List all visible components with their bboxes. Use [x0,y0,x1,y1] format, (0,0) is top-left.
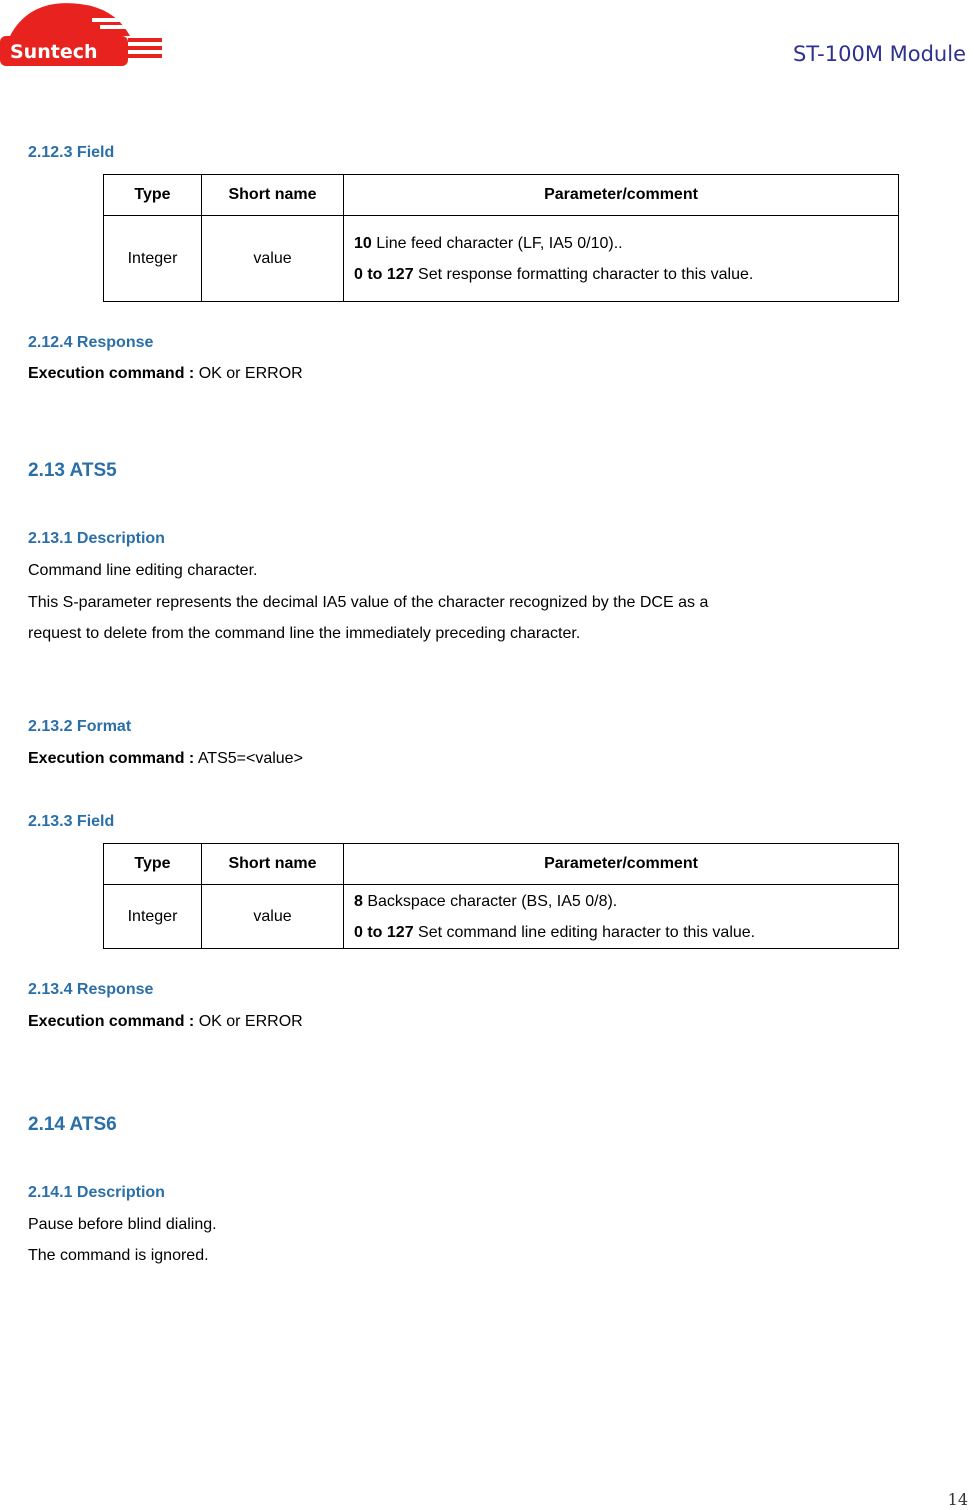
param-range-text: Set command line editing haracter to this value. [413,923,756,941]
param-value-bold: 10 [354,234,372,252]
cell-short-name: value [202,216,344,302]
section-heading-2-13-4: 2.13.4 Response [28,981,154,998]
cell-parameter-comment [344,216,899,302]
table-header-row [104,175,899,216]
header-short-name: Short name [202,175,344,216]
description-line-2: The command is ignored. [28,1247,209,1264]
field-table-2-12-3 [103,174,899,302]
header-parameter-comment: Parameter/comment [344,175,899,216]
param-range-bold: 0 to 127 [354,923,414,941]
description-line-1: Command line editing character. [28,562,258,579]
module-title: ST-100M Module [792,42,966,66]
cell-type: Integer [104,885,202,949]
page-number: 14 [947,1490,968,1509]
description-line-1: Pause before blind dialing. [28,1216,217,1233]
header-parameter-comment: Parameter/comment [344,844,899,885]
section-heading-2-12-3: 2.12.3 Field [28,144,115,161]
suntech-logo [0,0,165,70]
table-row [104,885,899,949]
logo-text: Suntech [10,41,98,63]
section-heading-2-13-3: 2.13.3 Field [28,813,115,830]
section-heading-2-12-4: 2.12.4 Response [28,334,154,351]
execution-command-line [28,365,303,383]
header-type: Type [104,175,202,216]
param-value-text: Backspace character (BS, IA5 0/8). [362,892,618,910]
section-heading-2-13-2: 2.13.2 Format [28,718,132,735]
header-type: Type [104,844,202,885]
section-heading-2-13: 2.13 ATS5 [28,460,117,481]
param-range-text: Set response formatting character to this value. [413,265,754,283]
field-table-2-13-3 [103,843,899,949]
description-line-2: This S-parameter represents the decimal IA5 value of the character recognized by the DCE as a [28,594,709,611]
param-range-bold: 0 to 127 [354,265,414,283]
response-command-label: Execution command : [28,1013,195,1030]
description-line-3: request to delete from the command line the immediately preceding character. [28,625,581,642]
param-value-bold: 8 [354,892,363,910]
section-heading-2-13-1: 2.13.1 Description [28,530,165,547]
table-header-row [104,844,899,885]
execution-command-label: Execution command : [28,365,195,382]
section-heading-2-14-1: 2.14.1 Description [28,1184,165,1201]
format-command-value: ATS5=<value> [194,750,303,767]
response-command-value: OK or ERROR [194,1013,303,1030]
header-short-name: Short name [202,844,344,885]
param-value-text: Line feed character (LF, IA5 0/10).. [371,234,623,252]
format-command-label: Execution command : [28,750,195,767]
cell-parameter-comment [344,885,899,949]
cell-type: Integer [104,216,202,302]
execution-command-value: OK or ERROR [194,365,303,382]
cell-short-name: value [202,885,344,949]
table-row [104,216,899,302]
format-command-line [28,750,303,768]
response-command-line [28,1013,303,1031]
section-heading-2-14: 2.14 ATS6 [28,1114,117,1135]
